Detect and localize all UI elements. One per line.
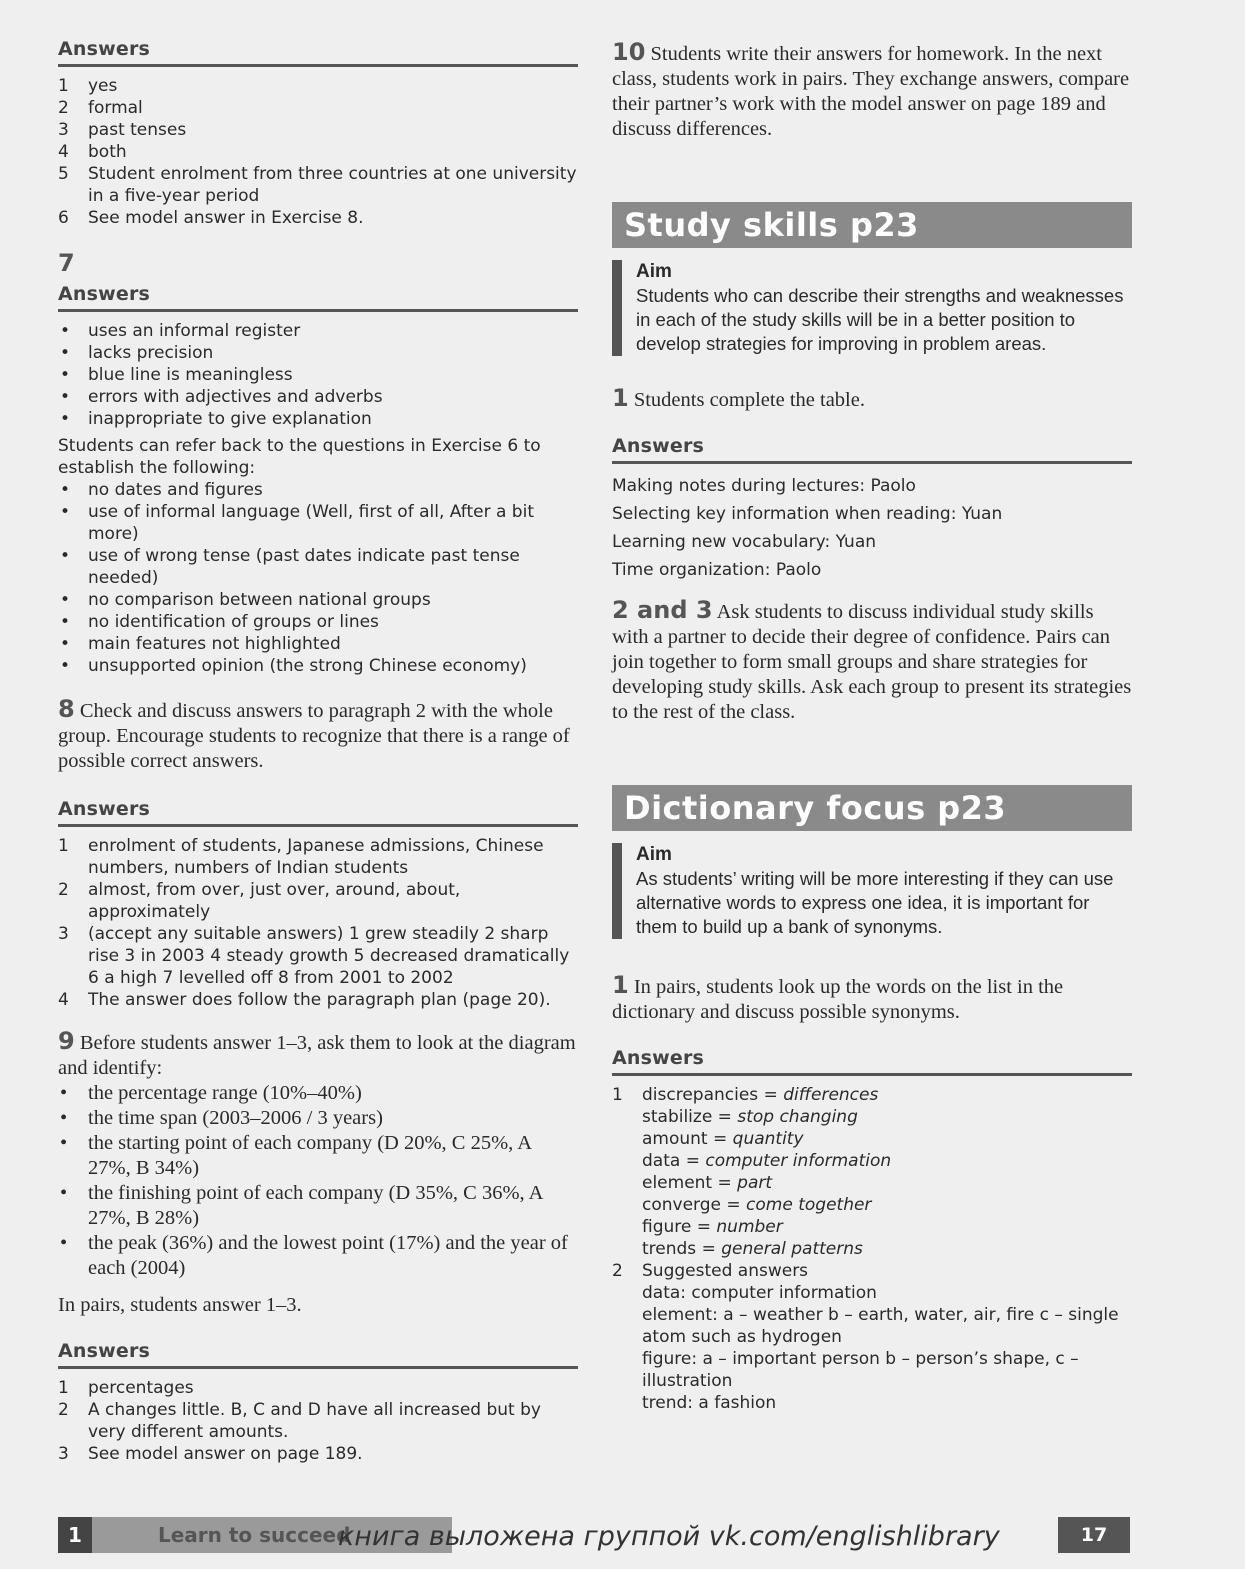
list-item: • no identification of groups or lines (58, 611, 578, 633)
list-item: • blue line is meaningless (58, 364, 578, 386)
unit-number: 1 (58, 1517, 92, 1553)
aim-title: Aim (636, 844, 672, 865)
list-item: 1 yes (58, 76, 118, 96)
answers-heading-9: Answers (58, 1340, 578, 1369)
exercise-9-after: In pairs, students answer 1–3. (58, 1294, 302, 1316)
list-item: 6 See model answer in Exercise 8. (58, 208, 364, 228)
exercise-10-text: 10 Students write their answers for homework. In the next class, students work in pairs. They exchange answers, compare their partner’s work with the model answer on page 189 and discuss differences. (612, 38, 1130, 140)
exercise-number-8: 8 (58, 695, 75, 723)
answers-heading-8: Answers (58, 798, 578, 827)
dictionary-q1: 1 In pairs, students look up the words on the list in the dictionary and discuss possible synonyms. (612, 971, 1064, 1023)
bullet-list-9 (58, 1081, 578, 1281)
dictionary-focus-banner: Dictionary focus p23 (612, 785, 1132, 831)
list-item: 2 formal (58, 98, 143, 118)
list-item: • the peak (36%) and the lowest point (17%) and the year of each (2004) (58, 1231, 578, 1281)
list-item: • the percentage range (10%–40%) (58, 1081, 578, 1106)
right-column (612, 40, 1132, 1414)
list-item: 1 discrepancies = differences stabilize = stop changing amount = quantity data = computer information element = part converge = come together figure = number trends = general patterns (612, 1085, 892, 1259)
dictionary-answers (612, 1084, 1132, 1414)
list-item: • no dates and figures (58, 479, 578, 501)
page-footer (58, 1517, 1130, 1553)
exercise-number-7: 7 (58, 249, 75, 277)
study-q1: 1 Students complete the table. (612, 384, 865, 412)
list-item: • inappropriate to give explanation (58, 408, 578, 430)
answers-list-9 (58, 1377, 578, 1465)
dictionary-answers-heading: Answers (612, 1047, 1132, 1076)
aim-text: Students who can describe their strengths and weaknesses in each of the study skills will be in a better position to develop strategies for improving in problem areas. (636, 285, 1124, 354)
exercise-7-intro: Students can refer back to the questions in Exercise 6 to establish the following: (58, 436, 541, 478)
study-skills-banner: Study skills p23 (612, 202, 1132, 248)
list-item: • the finishing point of each company (D 35%, C 36%, A 27%, B 28%) (58, 1181, 578, 1231)
list-item: • lacks precision (58, 342, 578, 364)
answers-list-6 (58, 75, 578, 229)
list-item: • the time span (2003–2006 / 3 years) (58, 1106, 578, 1131)
bullet-list-7b (58, 479, 578, 677)
list-item: • the starting point of each company (D 20%, C 25%, A 27%, B 34%) (58, 1131, 578, 1181)
study-q23: 2 and 3 Ask students to discuss individual study skills with a partner to decide their degree of confidence. Pairs can join together to form small groups and share strategies for developing study skills. Ask each group to present its strategies to the rest of the class. (612, 596, 1132, 723)
list-item: 2 Suggested answers data: computer information element: a – weather b – earth, water, air, fire c – single atom such as hydrogen figure: a – important person b – person’s shape, c – illustration trend: a fashion (612, 1261, 1119, 1413)
list-item: Time organization: Paolo (612, 560, 822, 580)
list-item: • errors with adjectives and adverbs (58, 386, 578, 408)
answers-heading-6: Answers (58, 38, 578, 67)
study-answers (612, 472, 1132, 584)
list-item: • uses an informal register (58, 320, 578, 342)
study-skills-aim (612, 260, 1132, 356)
list-item: Selecting key information when reading: Yuan (612, 504, 1003, 524)
list-item: 1 percentages (58, 1378, 194, 1398)
list-item: Learning new vocabulary: Yuan (612, 532, 877, 552)
list-item: 4 The answer does follow the paragraph plan (page 20). (58, 990, 551, 1010)
bullet-list-7 (58, 320, 578, 430)
exercise-number-9: 9 (58, 1027, 75, 1055)
list-item: 4 both (58, 142, 127, 162)
list-item: • use of wrong tense (past dates indicate past tense needed) (58, 545, 578, 589)
exercise-8-text: 8 Check and discuss answers to paragraph 2 with the whole group. Encourage students to recognize that there is a range of possible correct answers. (58, 695, 570, 772)
list-item: 1 enrolment of students, Japanese admissions, Chinese numbers, numbers of Indian students (58, 836, 544, 878)
exercise-9-text: 9 Before students answer 1–3, ask them to look at the diagram and identify: (58, 1027, 576, 1079)
answers-list-8 (58, 835, 578, 1011)
aim-title: Aim (636, 261, 672, 282)
list-item: 2 A changes little. B, C and D have all increased but by very different amounts. (58, 1400, 541, 1442)
watermark-text: книга выложена группой vk.com/englishlibrary (338, 1521, 1000, 1552)
list-item: 3 (accept any suitable answers) 1 grew steadily 2 sharp rise 3 in 2003 4 steady growth 5 decreased dramatically 6 a high 7 levelled off 8 from 2001 to 2002 (58, 924, 570, 988)
aim-text: As students’ writing will be more interesting if they can use alternative words to express one idea, it is important for them to build up a bank of synonyms. (636, 868, 1114, 937)
list-item: 5 Student enrolment from three countries at one university in a five-year period (58, 164, 577, 206)
study-answers-heading: Answers (612, 435, 1132, 464)
list-item: • use of informal language (Well, first of all, After a bit more) (58, 501, 578, 545)
list-item: 3 past tenses (58, 120, 187, 140)
list-item: 3 See model answer on page 189. (58, 1444, 363, 1464)
list-item: 2 almost, from over, just over, around, about, approximately (58, 880, 461, 922)
list-item: • unsupported opinion (the strong Chinese economy) (58, 655, 578, 677)
exercise-number-10: 10 (612, 38, 646, 66)
left-column (58, 38, 578, 1465)
list-item: Making notes during lectures: Paolo (612, 476, 916, 496)
list-item: • no comparison between national groups (58, 589, 578, 611)
dictionary-aim (612, 843, 1132, 939)
footer-title: Learn to succeed (158, 1523, 351, 1547)
answers-heading-7: Answers (58, 283, 578, 312)
page-number: 17 (1058, 1517, 1130, 1553)
list-item: • main features not highlighted (58, 633, 578, 655)
